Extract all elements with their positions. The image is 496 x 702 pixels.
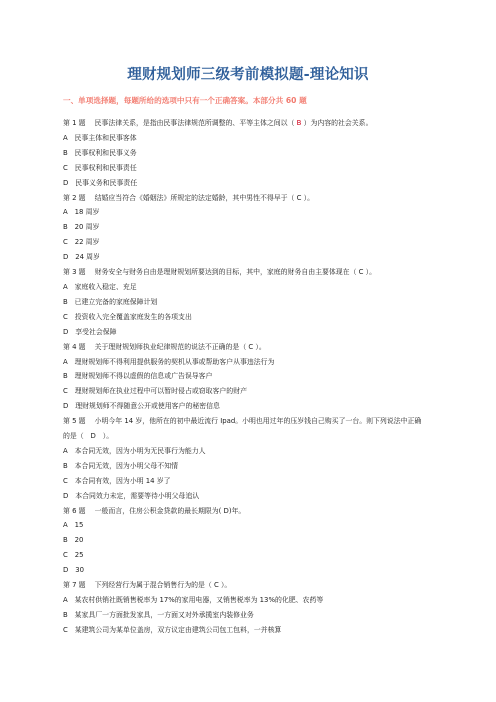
question-3-option-c: C 投资收入完全覆盖家庭发生的各项支出 (63, 312, 192, 321)
question-1-stem (63, 116, 423, 131)
question-7-option-a: A 某农村供销社既销售税率为 17%的家用电器，又销售税率为 13%的化肥、农药等 (63, 596, 324, 604)
question-1-stem-text: 第 1 题 民事法律关系，是指由民事法律规范所调整的、平等主体之间以（ (63, 119, 295, 127)
question-1-option-c: C 民事权利和民事责任 (63, 163, 137, 172)
question-3-option-a: A 家庭收入稳定、充足 (63, 282, 137, 291)
question-1-option-d: D 民事义务和民事责任 (63, 178, 138, 187)
question-4-option-a: A 理财规划师不得利用提供服务的契机从事或帮助客户从事违法行为 (63, 357, 275, 366)
question-list (63, 116, 423, 638)
question-2-option-c: C 22 周岁 (63, 238, 100, 247)
question-6-stem: 第 6 题 一般而言，住房公积金贷款的最长期限为( D)年。 (63, 506, 246, 515)
question-3-option-d: D 享受社会保障 (63, 327, 117, 336)
question-2-option-b: B 20 周岁 (63, 223, 100, 232)
question-7-option-b: B 某家具厂一方面批发家具，一方面又对外承揽室内装修业务 (63, 610, 254, 619)
question-2-stem: 第 2 题 结婚应当符合《婚姻法》所规定的法定婚龄，其中男性不得早于（ C ）。 (63, 193, 314, 202)
question-2-option-a: A 18 周岁 (63, 208, 100, 217)
question-4-option-b: B 理财规划师不得以虚假的信息或广告误导客户 (63, 372, 213, 381)
question-4-option-d: D 理财规划师不得随意公开或使用客户的秘密信息 (63, 402, 220, 411)
question-4-option-c: C 理财规划师在执业过程中可以暂时侵占或窃取客户的财产 (63, 387, 247, 396)
question-5-option-b: B 本合同无效，因为小明父母不知情 (63, 461, 178, 470)
question-1-option-b: B 民事权利和民事义务 (63, 148, 137, 157)
question-5-option-c: C 本合同有效，因为小明 14 岁了 (63, 476, 171, 485)
question-7-stem: 第 7 题 下列经营行为属于混合销售行为的是（ C ）。 (63, 581, 232, 590)
section-heading: 一、单项选择题，每题所给的选项中只有一个正确答案。本部分共 60 题 (63, 96, 307, 105)
question-5-option-a: A 本合同无效，因为小明为无民事行为能力人 (63, 446, 206, 455)
question-1-answer: B (294, 119, 304, 127)
question-4-stem: 第 4 题 关于理财规划师执业纪律规范的说法不正确的是（ C ）。 (63, 342, 266, 351)
question-3-stem: 第 3 题 财务安全与财务自由是理财规划所要达到的目标，其中，家庭的财务自由主要体现在（ C ）。 (63, 268, 376, 277)
question-2-option-d: D 24 周岁 (63, 253, 100, 262)
question-3-option-b: B 已建立完备的家庭保障计划 (63, 297, 158, 306)
question-6-option-d: D 30 (63, 566, 84, 575)
question-6-option-b: B 20 (63, 536, 84, 545)
question-1-option-a: A 民事主体和民事客体 (63, 133, 137, 142)
question-5-stem: 第 5 题 小明今年 14 岁，他所在的初中最近流行 Ipad。小明也用过年的压岁钱自己购买了一台。则下列说法中正确的是（ D ）。 (63, 417, 422, 441)
question-6-option-a: A 15 (63, 521, 84, 530)
question-7-option-c: C 某建筑公司为某单位盖房，双方议定由建筑公司包工包料，一并核算 (63, 625, 282, 634)
question-5-option-d: D 本合同效力未定，需要等待小明父母追认 (63, 491, 200, 500)
question-6-option-c: C 25 (63, 551, 84, 560)
document-title: 理财规划师三级考前模拟题-理论知识 (127, 67, 369, 83)
question-1-stem-tail: ）为内容的社会关系。 (303, 119, 373, 127)
